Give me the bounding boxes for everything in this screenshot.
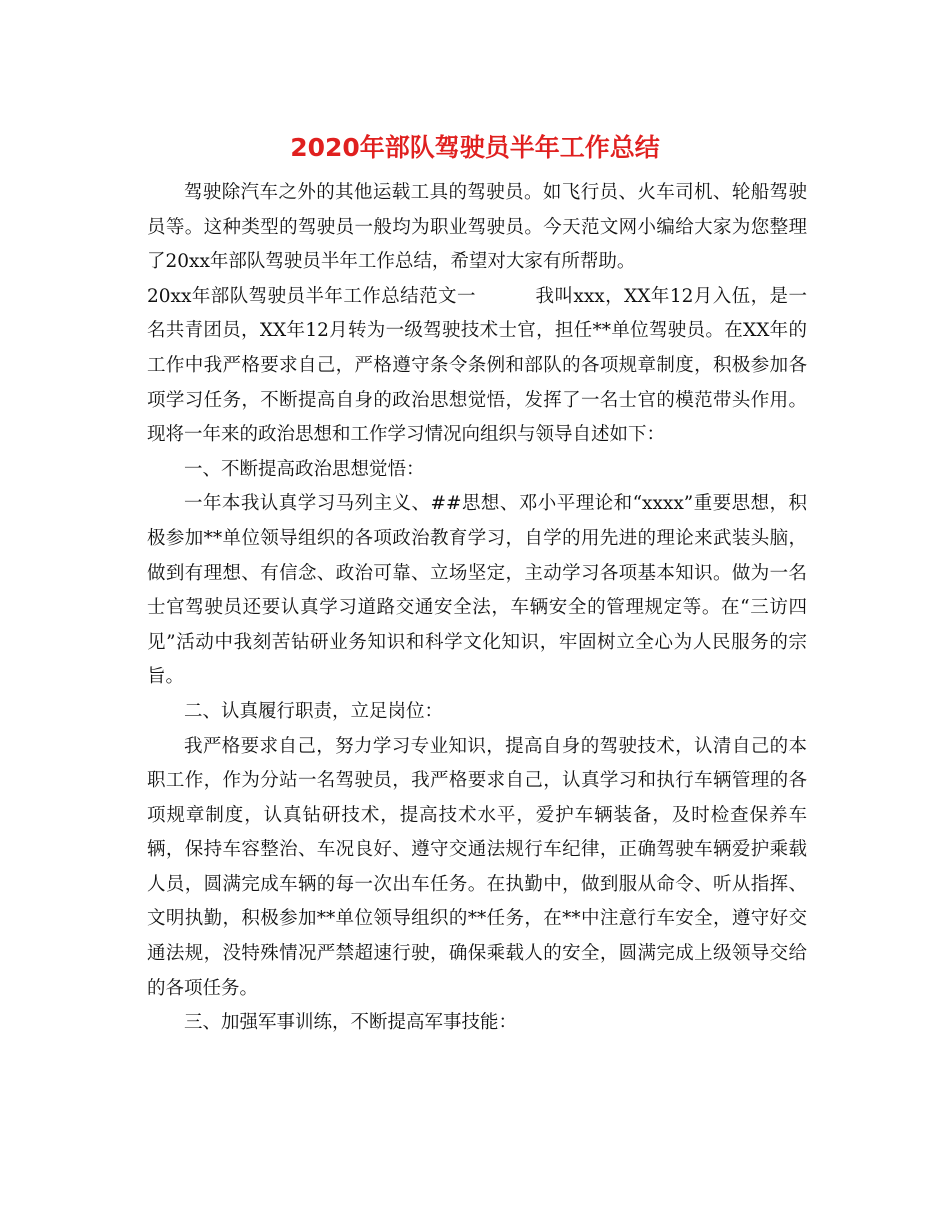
section-heading-2: 二、认真履行职责，立足岗位： bbox=[184, 700, 444, 722]
section-heading-3: 三、加强军事训练，不断提高军事技能： bbox=[184, 1012, 518, 1034]
sample-heading: 20xx年部队驾驶员半年工作总结范文一 bbox=[147, 285, 476, 307]
section-body-2: 我严格要求自己，努力学习专业知识，提高自身的驾驶技术，认清自己的本职工作，作为分站一名驾驶员，我严格要求自己，认真学习和执行车辆管理的各项规章制度，认真钻研技术，提高技术水平，爱护车辆装备，及时检查保养车辆，保持车容整治、车况良好、遵守交通法规行车纪律，正确驾驶车辆爱护乘载人员，圆满完成车辆的每一次出车任务。在执勤中，做到服从命令、听从指挥、文明执勤，积极参加**单位领导组织的**任务，在**中注意行车安全，遵守好交通法规，没特殊情况严禁超速行驶，确保乘载人的安全，圆满完成上级领导交给的各项任务。 bbox=[147, 735, 807, 999]
sample-paragraph bbox=[147, 280, 807, 453]
self-intro-text: 我叫xxx，XX年12月入伍，是一名共青团员，XX年12月转为一级驾驶技术士官，担任**单位驾驶员。在XX年的工作中我严格要求自己，严格遵守条令条例和部队的各项规章制度，积极参加各项学习任务，不断提高自身的政治思想觉悟，发挥了一名士官的模范带头作用。现将一年来的政治思想和工作学习情况向组织与领导自述如下： bbox=[147, 285, 807, 446]
document-title: 2020年部队驾驶员半年工作总结 bbox=[290, 133, 660, 162]
section-heading-1: 一、不断提高政治思想觉悟： bbox=[184, 458, 425, 480]
intro-paragraph: 驾驶除汽车之外的其他运载工具的驾驶员。如飞行员、火车司机、轮船驾驶员等。这种类型的驾驶员一般均为职业驾驶员。今天范文网小编给大家为您整理了20xx年部队驾驶员半年工作总结，希望对大家有所帮助。 bbox=[147, 182, 807, 273]
section-body-1: 一年本我认真学习马列主义、##思想、邓小平理论和“xxxx”重要思想，积极参加**单位领导组织的各项政治教育学习，自学的用先进的理论来武装头脑，做到有理想、有信念、政治可靠、立场坚定，主动学习各项基本知识。做为一名士官驾驶员还要认真学习道路交通安全法，车辆安全的管理规定等。在“三访四见”活动中我刻苦钻研业务知识和科学文化知识，牢固树立全心为人民服务的宗旨。 bbox=[147, 493, 807, 688]
document-body bbox=[147, 176, 807, 1041]
